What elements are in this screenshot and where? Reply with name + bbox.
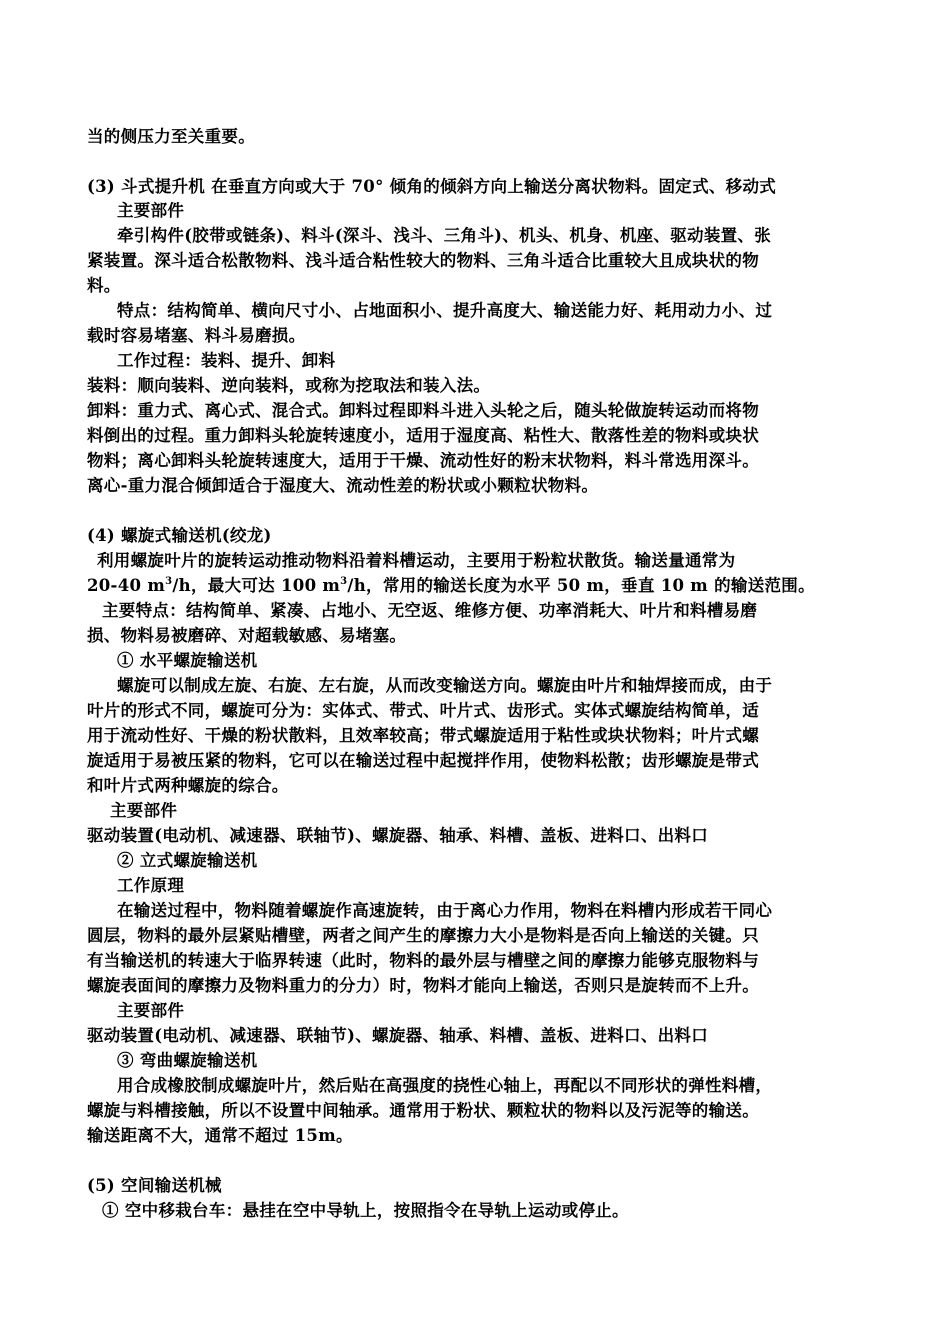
section-heading-bucket-elevator: (3) 斗式提升机 在垂直方向或大于 70° 倾角的倾斜方向上输送分离状物料。固定式、移动式 xyxy=(87,177,777,196)
paragraph-line: 驱动装置(电动机、减速器、联轴节)、螺旋器、轴承、料槽、盖板、进料口、出料口 xyxy=(87,826,709,845)
paragraph-line: 特点：结构简单、横向尺寸小、占地面积小、提升高度大、输送能力好、耗用动力小、过 xyxy=(117,301,773,320)
section-heading-space-conveying: (5) 空间输送机械 xyxy=(87,1176,222,1195)
section-heading-screw-conveyor: (4) 螺旋式输送机(绞龙) xyxy=(87,526,272,545)
paragraph-line: 和叶片式两种螺旋的综合。 xyxy=(87,776,289,795)
subheading-main-parts: 主要部件 xyxy=(117,201,185,220)
paragraph-line: 牵引构件(胶带或链条)、料斗(深斗、浅斗、三角斗)、机头、机身、机座、驱动装置、张 xyxy=(117,226,772,245)
subheading-main-parts: 主要部件 xyxy=(117,1001,185,1020)
subheading-working-principle: 工作原理 xyxy=(117,876,185,895)
paragraph-line: 圆层，物料的最外层紧贴槽壁，两者之间产生的摩擦力大小是物料是否向上输送的关键。只 xyxy=(87,926,759,945)
superscript: 3 xyxy=(165,575,173,587)
paragraph-line: 在输送过程中，物料随着螺旋作高速旋转，由于离心力作用，物料在料槽内形成若干同心 xyxy=(117,901,773,920)
paragraph-line-capacity xyxy=(87,574,815,598)
paragraph-line: 料倒出的过程。重力卸料头轮旋转速度小，适用于湿度高、粘性大、散落性差的物料或块状 xyxy=(87,426,759,445)
paragraph-line: 用合成橡胶制成螺旋叶片，然后贴在高强度的挠性心轴上，再配以不同形状的弹性料槽， xyxy=(117,1076,773,1095)
paragraph-line: 主要特点：结构简单、紧凑、占地小、无空返、维修方便、功率消耗大、叶片和料槽易磨 xyxy=(102,601,758,620)
paragraph-line: 输送距离不大，通常不超过 15m。 xyxy=(87,1126,353,1145)
paragraph-line: 损、物料易被磨碎、对超载敏感、易堵塞。 xyxy=(87,626,407,645)
paragraph-line: 当的侧压力至关重要。 xyxy=(87,127,255,146)
paragraph-line: 卸料：重力式、离心式、混合式。卸料过程即料斗进入头轮之后，随头轮做旋转运动而将物 xyxy=(87,401,759,420)
subheading-vertical-screw: ② 立式螺旋输送机 xyxy=(117,851,258,870)
paragraph-line: 螺旋与料槽接触，所以不设置中间轴承。通常用于粉状、颗粒状的物料以及污泥等的输送。 xyxy=(87,1101,759,1120)
paragraph-line: 螺旋可以制成左旋、右旋、左右旋，从而改变输送方向。螺旋由叶片和轴焊接而成，由于 xyxy=(117,676,773,695)
paragraph-line: ① 空中移栽台车：悬挂在空中导轨上，按照指令在导轨上运动或停止。 xyxy=(102,1201,629,1220)
subheading-curved-screw: ③ 弯曲螺旋输送机 xyxy=(117,1051,258,1070)
paragraph-line: 紧装置。深斗适合松散物料、浅斗适合粘性较大的物料、三角斗适合比重较大且成块状的物 xyxy=(87,251,759,270)
text-run: 20-40 m xyxy=(87,576,166,595)
paragraph-line: 旋适用于易被压紧的物料，它可以在输送过程中起搅拌作用，使物料松散；齿形螺旋是带式 xyxy=(87,751,759,770)
paragraph-line: 料。 xyxy=(87,276,121,295)
paragraph-line: 物料；离心卸料头轮旋转速度大，适用于干燥、流动性好的粉末状物料，料斗常选用深斗。 xyxy=(87,451,759,470)
paragraph-line: 利用螺旋叶片的旋转运动推动物料沿着料槽运动，主要用于粉粒状散货。输送量通常为 xyxy=(97,551,736,570)
subheading-horizontal-screw: ① 水平螺旋输送机 xyxy=(117,651,258,670)
text-run: /h，常用的输送长度为水平 50 m，垂直 10 m 的输送范围。 xyxy=(347,576,815,595)
paragraph-line: 螺旋表面间的摩擦力及物料重力的分力）时，物料才能向上输送，否则只是旋转而不上升。 xyxy=(87,976,759,995)
paragraph-line: 叶片的形式不同，螺旋可分为：实体式、带式、叶片式、齿形式。实体式螺旋结构简单，适 xyxy=(87,701,759,720)
paragraph-line: 有当输送机的转速大于临界转速（此时，物料的最外层与槽壁之间的摩擦力能够克服物料与 xyxy=(87,951,759,970)
paragraph-line: 驱动装置(电动机、减速器、联轴节)、螺旋器、轴承、料槽、盖板、进料口、出料口 xyxy=(87,1026,709,1045)
paragraph-line: 用于流动性好、干燥的粉状散料，且效率较高；带式螺旋适用于粘性或块状物料；叶片式螺 xyxy=(87,726,759,745)
paragraph-line: 工作过程：装料、提升、卸料 xyxy=(117,351,336,370)
paragraph-line: 装料：顺向装料、逆向装料，或称为挖取法和装入法。 xyxy=(87,376,491,395)
superscript: 3 xyxy=(340,575,348,587)
text-run: /h，最大可达 100 m xyxy=(172,576,341,595)
paragraph-line: 离心-重力混合倾卸适合于湿度大、流动性差的粉状或小颗粒状物料。 xyxy=(87,476,599,495)
subheading-main-parts: 主要部件 xyxy=(110,801,178,820)
paragraph-line: 载时容易堵塞、料斗易磨损。 xyxy=(87,326,306,345)
